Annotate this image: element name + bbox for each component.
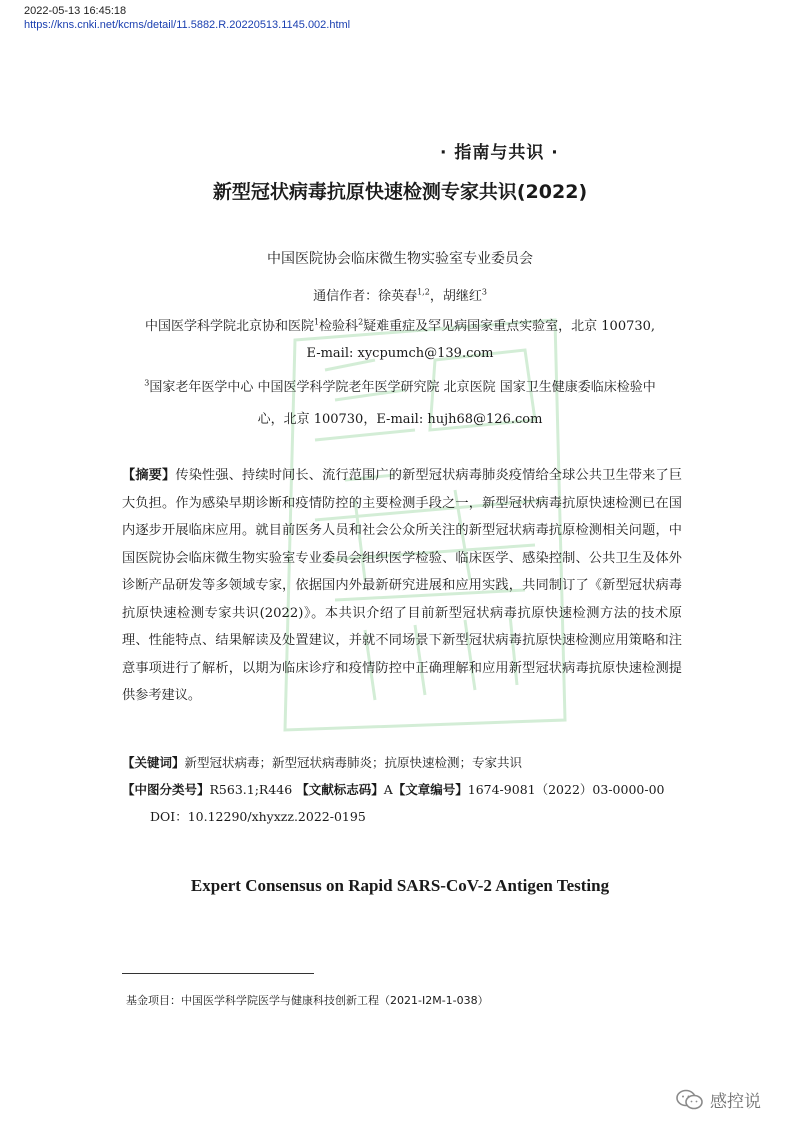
keywords-line — [122, 753, 692, 771]
corr-mid: ，胡继红 — [429, 289, 482, 304]
footnote-divider — [122, 973, 314, 974]
aff1-sup-1: 1 — [313, 317, 320, 327]
abstract-label: 【摘要】 — [122, 468, 176, 483]
abstract-text: 传染性强、持续时间长、流行范围广的新型冠状病毒肺炎疫情给全球公共卫生带来了巨大负担。作为感染早期诊断和疫情防控的主要检测手段之一，新型冠状病毒抗原快速检测已在国内逐步开展临床应用。就目前医务人员和社会公众所关注的新型冠状病毒抗原检测相关问题，中国医院协会临床微生物实验室专业委员会组织医学检验、临床医学、感染控制、公共卫生及体外诊断产品研发等多领域专家，依据国内外最新研究进展和应用实践，共同制订了《新型冠状病毒抗原快速检测专家共识(2022)》。本共识介绍了目前新型冠状病毒抗原快速检测方法的技术原理、性能特点、结果解读及处置建议，并就不同场景下新型冠状病毒抗原快速检测应用策略和注意事项进行了解析，以期为临床诊疗和疫情防控中正确理解和应用新型冠状病毒抗原快速检测提供参考建议。 — [122, 468, 683, 703]
funding-footnote: 基金项目：中国医学科学院医学与健康科技创新工程（2021-I2M-1-038） — [126, 994, 489, 1007]
affiliation-1 — [0, 315, 800, 334]
section-tag: · 指南与共识 · — [440, 143, 559, 163]
aff1-sup-2: 2 — [358, 317, 364, 327]
email-1: E-mail: xycpumch@139.com — [306, 346, 494, 361]
keywords-text: 新型冠状病毒；新型冠状病毒肺炎；抗原快速检测；专家共识 — [184, 755, 523, 770]
english-title: Expert Consensus on Rapid SARS-CoV-2 Antigen Testing — [190, 876, 610, 895]
corr-prefix: 通信作者：徐英春 — [313, 289, 418, 304]
source-url-link[interactable]: https://kns.cnki.net/kcms/detail/11.5882.R.20220513.1145.002.html — [24, 19, 351, 31]
aff1-b: 检验科 — [319, 319, 359, 334]
doi-line: DOI：10.12290/xhyxzz.2022-0195 — [150, 809, 366, 824]
clc-label: 【中图分类号】 — [122, 782, 210, 797]
corresponding-authors — [0, 285, 800, 304]
brand-watermark — [676, 1087, 761, 1112]
aff2-text: 国家老年医学中心 中国医学科学院老年医学研究院 北京医院 国家卫生健康委临床检验中 — [149, 380, 656, 395]
clc-value: R563.1;R446 — [209, 782, 293, 797]
article-no-label: 【文章编号】 — [392, 782, 468, 797]
abstract-paragraph — [122, 462, 682, 710]
doc-code-label: 【文献标志码】 — [296, 782, 384, 797]
print-timestamp: 2022-05-13 16:45:18 — [24, 5, 127, 17]
affiliation-2 — [0, 376, 800, 395]
keywords-label: 【关键词】 — [122, 755, 185, 770]
brand-name: 感控说 — [710, 1092, 761, 1112]
author-organization: 中国医院协会临床微生物实验室专业委员会 — [267, 251, 533, 267]
aff2-sup: 3 — [144, 378, 150, 388]
doc-code-value: A — [383, 782, 393, 797]
corr-sup-1: 1,2 — [417, 287, 430, 297]
email-2: 心，北京 100730，E-mail: hujh68@126.com — [257, 412, 543, 427]
corr-sup-2: 3 — [481, 287, 487, 297]
wechat-icon — [676, 1089, 704, 1111]
classification-line — [122, 780, 692, 798]
print-header — [24, 4, 350, 32]
article-no-value: 1674-9081（2022）03-0000-00 — [467, 782, 665, 797]
aff1-c: 疑难重症及罕见病国家重点实验室，北京 100730, — [363, 319, 656, 334]
aff1-a: 中国医学科学院北京协和医院 — [144, 319, 314, 334]
article-title: 新型冠状病毒抗原快速检测专家共识(2022) — [212, 181, 588, 203]
